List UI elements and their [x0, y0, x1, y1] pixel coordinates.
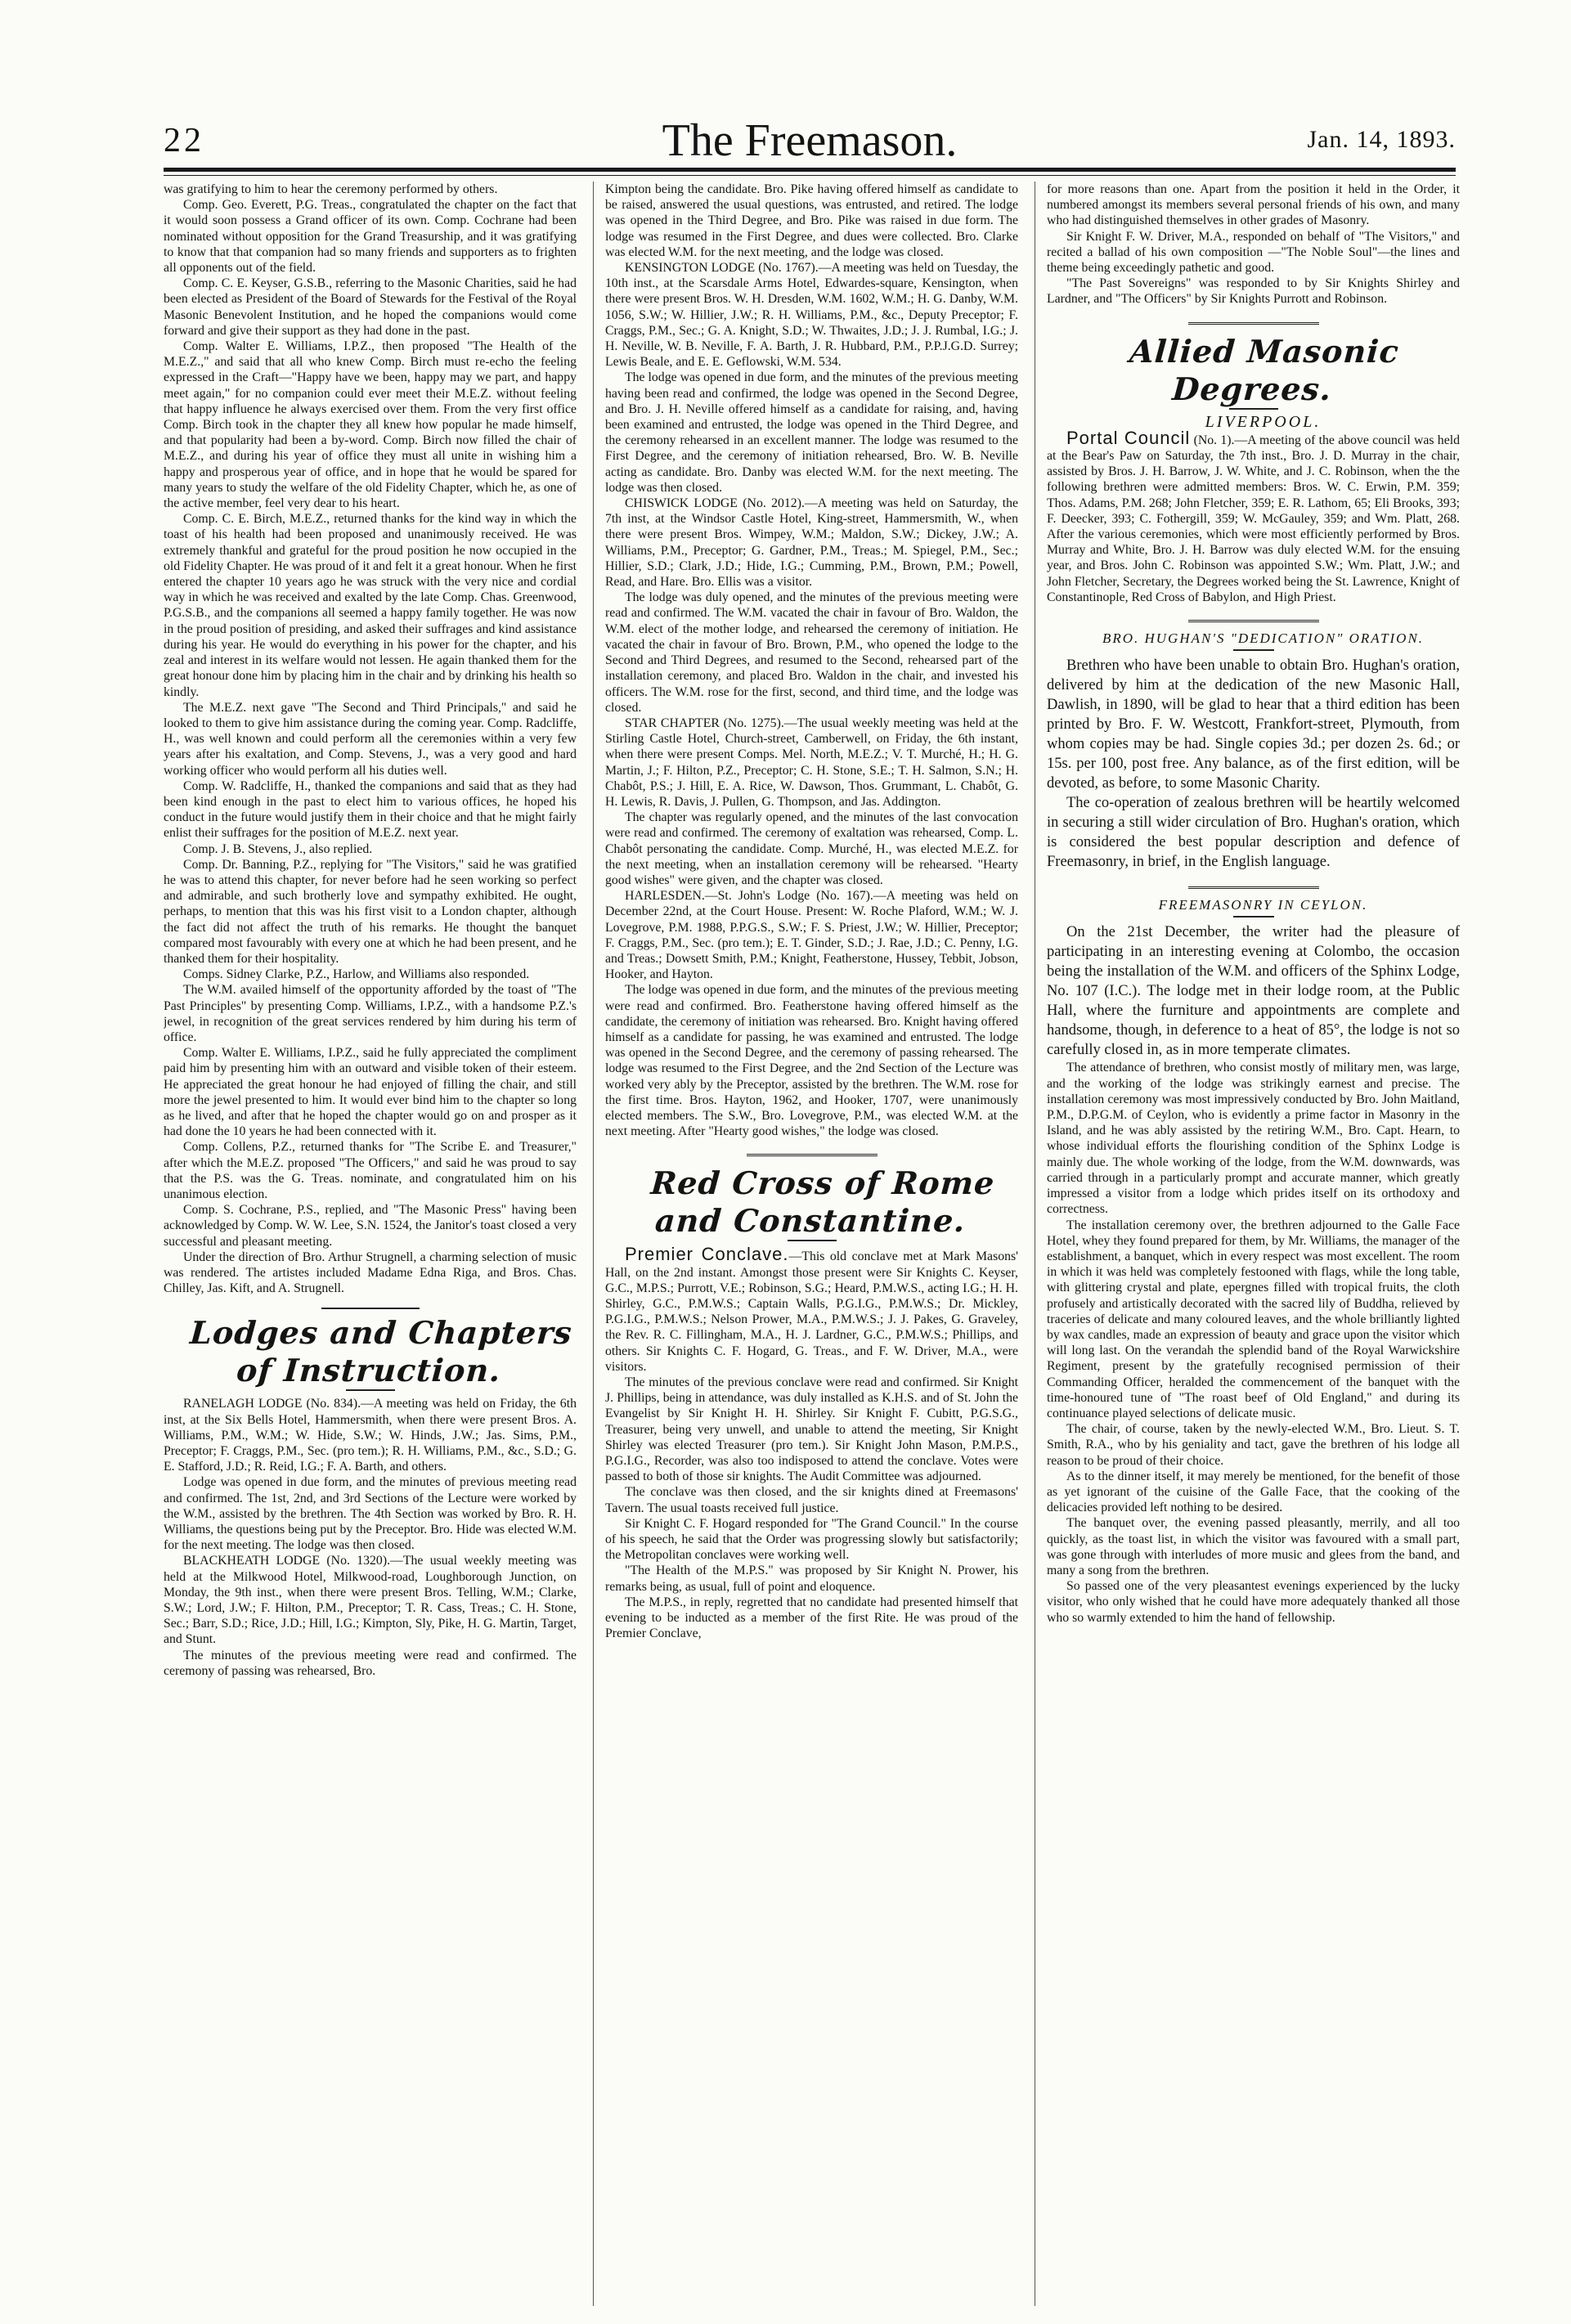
paragraph: The M.E.Z. next gave "The Second and Third Principals," and said he looked to them to give him assistance during the coming year. Comp. Radcliffe, H., was well known and could perform all the ceremonies within a very few years after his exaltation, and Comp. Stevens, J., was a very good and hard working officer who would perform all his duties well.: [164, 700, 577, 778]
paragraph: The conclave was then closed, and the sir knights dined at Freemasons' Tavern. The usual toasts received full justice.: [605, 1485, 1018, 1515]
section-rule: [1188, 620, 1319, 626]
paragraph: Comp. Walter E. Williams, I.P.Z., then proposed "The Health of the M.E.Z.," and said that all who knew Comp. Birch must re-echo the feeling expressed in the Craft—"Happy have we been, happy may we part, and happy meet again," for no companion could ever meet their M.E.Z. without feeling that happy influence he always exercised over them. From the very first office Comp. Birch took in the chapter they all knew how popular he made himself, and that popularity had been a by-word. Comp. Birch now filled the chair of M.E.Z., and during his year of office they must all unite in wishing him a happy and prosperous year of office, and in hope that he would be spared for many years to study the welfare of the old Fidelity Chapter, which he, as one of the active member, feel very dear to his heart.: [164, 339, 577, 511]
column-1: [164, 182, 577, 2306]
column-3: [1047, 182, 1460, 2306]
section-heading: Allied Masonic Degrees.: [1128, 332, 1401, 407]
paragraph: Comp. Dr. Banning, P.Z., replying for "The Visitors," said he was gratified he was to attend this chapter, for never before had he seen working so perfect and admirable, and such brotherly love and sympathy exhibited. He ought, perhaps, to mention that this was his first visit to a London chapter, although the fact did not affect the truth of his remarks. He thought the banquet compared most favourably with every one at which he had been present, and he thanked them for their hospitality.: [164, 857, 577, 966]
section-heading: Red Cross of Rome and Constantine.: [649, 1164, 996, 1240]
paragraph: Comp. S. Cochrane, P.S., replied, and "The Masonic Press" having been acknowledged by Comp. W. W. Lee, S.N. 1524, the Janitor's toast closed a very successful and pleasant meeting.: [164, 1203, 577, 1249]
paragraph: Comp. C. E. Keyser, G.S.B., referring to the Masonic Charities, said he had been elected as President of the Board of Stewards for the Festival of the Royal Masonic Benevolent Institution, and he hoped the companions would come forward and give their support as they had done in the past.: [164, 276, 577, 338]
paragraph: HARLESDEN.—St. John's Lodge (No. 167).—A meeting was held on December 22nd, at the Court House. Present: W. Roche Plaford, W.M.; W. J. Lovegrove, P.M. 1988, P.P.G.S., S.W.; F. S. Priest, J.W.; W. Hillier, Preceptor; F. Craggs, P.M., Sec. (pro tem.); E. T. Ginder, S.D.; J. Rae, J.D.; C. Penny, I.G. and Treas.; Dowsett Smith, P.M.; Knight, Featherstone, Hussey, Tebbit, Jobson, Hooker, and Hayton.: [605, 889, 1018, 982]
paragraph: So passed one of the very pleasantest evenings experienced by the lucky visitor, who only wished that he could have more adequately thanked all those who so warmly extended to him the hand of fellowship.: [1047, 1579, 1460, 1625]
paragraph: Lodge was opened in due form, and the minutes of previous meeting read and confirmed. The 1st, 2nd, and 3rd Sections of the Lecture were worked by the W.M., assisted by the brethren. The 4th Section was worked by Bro. R. H. Williams, the questions being put by the Preceptor. Bro. Hide was elected W.M. for the next meeting. The lodge was then closed.: [164, 1475, 577, 1553]
paragraph: Sir Knight C. F. Hogard responded for "The Grand Council." In the course of his speech, he said that the Order was progressing slowly but satisfactorily; the Metropolitan conclaves were working well.: [605, 1516, 1018, 1563]
section-rule: [346, 1389, 395, 1391]
subheading: FREEMASONRY IN CEYLON.: [1158, 897, 1368, 913]
paragraph: The installation ceremony over, the brethren adjourned to the Galle Face Hotel, whey they found prepared for them, by Mr. Williams, the manager of the establishment, a banquet, which in every respect was most excellent. The room in which it was held was completely festooned with flags, while the long table, with glittering crystal and plate, epergnes filled with tropical fruits, the cloth profusely and artistically decorated with the sacred lily of Buddha, relieved by traceries of delicate and many coloured leaves, and the whole brilliantly lighted by wax candles, made an expression of beauty and grace upon the visitor which will long last. On the verandah the splendid band of the Royal Warwickshire Regiment, present by the gratefully recognised permission of their Commanding Officer, heralded the commencement of the banquet with the time-honoured tune of "The roast beef of Old England," and during its continuance played selections of delicate music.: [1047, 1218, 1460, 1420]
paragraph: Under the direction of Bro. Arthur Strugnell, a charming selection of music was rendered. The artistes included Madame Edna Riga, and Bros. Chas. Chilley, Jas. Kift, and A. Strugnell.: [164, 1249, 577, 1296]
section-rule: [321, 1308, 420, 1309]
paragraph: Comps. Sidney Clarke, P.Z., Harlow, and Williams also responded.: [183, 967, 530, 982]
lead-in: Premier Conclave.: [625, 1244, 789, 1265]
paragraph: Brethren who have been unable to obtain Bro. Hughan's oration, delivered by him at the dedication of the new Masonic Hall, Dawlish, in 1890, will be glad to hear that a third edition has been printed by Bro. F. W. Westcott, Frankfort-street, Plymouth, from whom copies may be had. Single copies 3d.; per dozen 2s. 6d.; or 15s. per 100, post free. Any balance, as of the first edition, will be devoted, as before, to some Masonic Charity.: [1047, 657, 1460, 792]
paragraph: The chapter was regularly opened, and the minutes of the last convocation were read and confirmed. The ceremony of exaltation was rehearsed, Comp. L. Chabôt personating the candidate. Comp. Murché, H., was elected M.E.Z. for the next meeting, when an installation ceremony will be rehearsed. "Hearty good wishes" were given, and the chapter was closed.: [605, 810, 1018, 887]
paragraph: The lodge was duly opened, and the minutes of the previous meeting were read and confirmed. The W.M. vacated the chair in favour of Bro. Waldon, the W.M. elect of the mother lodge, and rehearsed the ceremony of initiation. He vacated the chair in favour of Bro. Brown, P.M., who opened the lodge to the Second and Third Degrees, and resumed to the Second, rehearsed part of the installation ceremony, and placed Bro. Waldon in the chair, and invested his officers. The W.M. rose for the first, second, and third time, and the lodge was closed.: [605, 590, 1018, 715]
paragraph: BLACKHEATH LODGE (No. 1320).—The usual weekly meeting was held at the Milkwood Hotel, Milkwood-road, Loughborough Junction, on Monday, the 9th inst., when there were present Bros. Telling, W.M.; Clarke, S.W.; Lord, J.W.; F. Hilton, P.M., Preceptor; T. R. Cass, Treas.; C. H. Stone, Sec.; Barr, S.D.; Rice, J.D.; Hill, I.G.; Kimpton, Sly, Pike, H. G. Martin, Target, and Stunt.: [164, 1554, 577, 1647]
paragraph: The banquet over, the evening passed pleasantly, merrily, and all too quickly, as the toast list, in which the visitor was favoured with a small part, was gone through with interludes of more music and glees from the band, and many a song from the brethren.: [1047, 1516, 1460, 1577]
lead-in: Portal Council: [1066, 427, 1191, 448]
paragraph: "The Past Sovereigns" was responded to by Sir Knights Shirley and Lardner, and "The Officers" by Sir Knights Purrott and Robinson.: [1047, 276, 1460, 307]
paragraph: Comp. J. B. Stevens, J., also replied.: [183, 841, 373, 856]
paragraph: The chair, of course, taken by the newly-elected W.M., Bro. Lieut. S. T. Smith, R.A., who by his geniality and tact, gave the brethren of his lodge all reason to be proud of their choice.: [1047, 1422, 1460, 1468]
paragraph: for more reasons than one. Apart from the position it held in the Order, it numbered amongst its members several personal friends of his own, and many who had distinguished themselves in other grades of Masonry.: [1047, 182, 1460, 228]
paragraph: KENSINGTON LODGE (No. 1767).—A meeting was held on Tuesday, the 10th inst., at the Scarsdale Arms Hotel, Edwardes-square, Kensington, when there were present Bros. W. H. Dresden, W.M. 1602, W.M.; H. G. Danby, W.M. 1056, S.W.; W. Hillier, J.W.; R. H. Williams, P.M., &c., Deputy Preceptor; F. Craggs, P.M., Sec.; G. A. Knight, S.D.; W. Thwaites, J.D.; J. J. Rumbal, I.G.; J. H. Neville, W. B. Neville, F. A. Barth, J. R. Hubbard, P.M., P.P.J.G.D. Surrey; Lewis Beale, and E. E. Geflowski, W.M. 534.: [605, 261, 1018, 370]
paragraph: The attendance of brethren, who consist mostly of military men, was large, and the working of the lodge was strikingly earnest and precise. The installation ceremony was most impressively conducted by Bro. John Maitland, P.M., D.P.G.M. of Ceylon, who is evidently a prime factor in Masonry in the Island, and he was ably assisted by the retiring W.M., Bro. Capt. Hearn, to whose individual efforts the flourishing condition of the Sphinx Lodge is mainly due. The whole working of the lodge, from the W.M. downwards, was carried through in a particularly prompt and accurate manner, which greatly impressed a visitor from a lodge which prides itself on its orthodoxy and correctness.: [1047, 1061, 1460, 1217]
newspaper-title: The Freemason.: [662, 115, 958, 166]
section-rule: [1188, 322, 1319, 328]
paragraph: RANELAGH LODGE (No. 834).—A meeting was held on Friday, the 6th inst, at the Six Bells Hotel, Hammersmith, when there were present Bros. A. Williams, P.M., W.M.; W. Hide, S.W.; W. Hinds, J.W.; Jas. Sims, P.M., Preceptor; F. Craggs, P.M., Sec. (pro tem.); R. H. Williams, P.M., &c., S.D.; G. E. Stafford, J.D.; R. Reid, I.G.; F. A. Barth, and others.: [164, 1397, 577, 1474]
paragraph: Comp. Collens, P.Z., returned thanks for "The Scribe E. and Treasurer," after which the M.E.Z. proposed "The Officers," and said he was proud to say that the P.S. was the G. Treas. nominate, and congratulated him on his unanimous election.: [164, 1140, 577, 1201]
paragraph: The minutes of the previous conclave were read and confirmed. Sir Knight J. Phillips, being in attendance, was duly installed as K.H.S. and of St. John the Evangelist by Sir Knight H. H. Shirley. Sir Knight F. Cubitt, P.G.S.G., Treasurer, being very unwell, and unable to attend the meeting, Sir Knight Shirley was elected Treasurer (pro tem.). Sir Knight John Mason, P.M.P.S., P.G.I.G., Recorder, was also too indisposed to attend the conclave. Votes were passed to both of those sir knights. The Audit Committee was adjourned.: [605, 1375, 1018, 1484]
paragraph: Comp. C. E. Birch, M.E.Z., returned thanks for the kind way in which the toast of his health had been proposed and unanimously received. He was extremely thankful and grateful for the proud position he now occupied in the old Fidelity Chapter. He was proud of it and felt it a great honour. When he first entered the chapter 10 years ago he was struck with the very nice and cordial way in which he was received and exalted by the late Comp. Chas. Greenwood, P.G.S.B., and the companions all seemed a happy family together. He was now in the proud position of presiding, and asked their suffrages and kind assistance during his year. He would do everything in his power for the chapter, and his zeal and interest in its welfare would not lessen. He again thanked them for the great honour done him by placing him in the chair and by drinking his health so kindly.: [164, 512, 577, 699]
section-rule: [1233, 916, 1274, 917]
paragraph: (No. 1).—A meeting of the above council was held at the Bear's Paw on Saturday, the 7th inst., Bro. J. D. Murray in the chair, assisted by Bros. J. H. Barrow, J. W. White, and J. C. Robinson, when the the following brethren were admitted members: Bros. W. C. Erwin, P.M. 359; Thos. Adams, P.M. 268; John Fletcher, 359; E. R. Lathom, 65; Eli Brooks, 393; F. Deecker, 393; C. Fothergill, 359; W. McGauley, 359; and Wm. Platt, 268. After the various ceremonies, which were most efficiently performed by Bros. Murray and White, Bro. J. H. Barrow was duly elected W.M. for the ensuing year, and Bros. John C. Robinson was appointed S.W.; Wm. Platt, J.W.; and John Fletcher, Secretary, the Degrees worked being the St. Lawrence, Knight of Constantinople, Red Cross of Babylon, and High Priest.: [1047, 433, 1460, 604]
section-rule: [747, 1154, 878, 1160]
paragraph: STAR CHAPTER (No. 1275).—The usual weekly meeting was held at the Stirling Castle Hotel, Church-street, Camberwell, on Friday, the 6th instant, when there were present Comps. Mel. North, M.E.Z.; V. T. Murché, H.; H. G. Martin, J.; F. Hilton, P.Z., Preceptor; C. H. Stone, S.E.; T. H. Salmon, S.N.; H. Chabôt, P.S.; J. Hill, E. A. Rice, W. Dawson, Thos. Grummant, L. Chabôt, G. H. Lewis, R. Davis, J. Pullen, G. Thompson, and Jas. Addington.: [605, 716, 1018, 809]
paragraph: The co-operation of zealous brethren will be heartily welcomed in securing a still wider circulation of Bro. Hughan's oration, which is considered the best popular description and defence of Freemasonry, in brief, in the English language.: [1047, 795, 1460, 871]
issue-date: Jan. 14, 1893.: [1307, 126, 1456, 153]
paragraph: Sir Knight F. W. Driver, M.A., responded on behalf of "The Visitors," and recited a ballad of his own composition —"The Noble Soul"—the lines and theme being exceedingly pathetic and good.: [1047, 229, 1460, 276]
section-rule: [1188, 886, 1319, 892]
subheading: LIVERPOOL.: [1205, 412, 1322, 431]
paragraph: The W.M. availed himself of the opportunity afforded by the toast of "The Past Principles" by presenting Comp. Williams, I.P.Z., with a handsome P.Z.'s jewel, in recognition of the great services rendered by him during his term of office.: [164, 983, 577, 1044]
paragraph: "The Health of the M.P.S." was proposed by Sir Knight N. Prower, his remarks being, as usual, full of point and eloquence.: [605, 1564, 1018, 1594]
paragraph: The lodge was opened in due form, and the minutes of the previous meeting having been read and confirmed, the lodge was opened in the Second Degree, and Bro. J. H. Neville offered himself as a candidate for raising, and, having been examined and entrusted, the lodge was opened in the Third Degree, and the ceremony rehearsed in an excellent manner. The lodge was resumed to the First Degree, and the ceremony of initiation rehearsed, Bro. W. B. Neville acting as candidate. Bro. Danby was elected W.M. for the next meeting. The lodge was then closed.: [605, 370, 1018, 495]
paragraph: The M.P.S., in reply, regretted that no candidate had presented himself that evening to be inducted as a member of the first Rite. He was proud of the Premier Conclave,: [605, 1595, 1018, 1641]
paragraph: CHISWICK LODGE (No. 2012).—A meeting was held on Saturday, the 7th inst, at the Windsor Castle Hotel, King-street, Hammersmith, W., when there were present Bros. Wimpey, W.M.; Maldon, S.W.; Dickey, J.W.; A. Williams, P.M., Preceptor; G. Gardner, P.M., Treas.; M. Spiegel, P.M., Sec.; Hillier, S.D.; Clark, J.D.; Hide, I.G.; Cumming, P.M., Brown, P.M.; Powell, Read, and Hare. Bro. Ellis was a visitor.: [605, 496, 1018, 590]
subheading: BRO. HUGHAN'S "DEDICATION" ORATION.: [1102, 630, 1425, 647]
paragraph: Comp. Walter E. Williams, I.P.Z., said he fully appreciated the compliment paid him by presenting him with an outward and visible token of their esteem. He appreciated the great honour he had enjoyed of filling the chair, and still more the jewel presented to him. It would ever bind him to the chapter so long as he lived, and after that he hoped the chapter would go on and prosper as it had done the 10 years he had been connected with it.: [164, 1046, 577, 1139]
paragraph: was gratifying to him to hear the ceremony performed by others.: [164, 182, 498, 196]
paragraph: The minutes of the previous meeting were read and confirmed. The ceremony of passing was rehearsed, Bro.: [164, 1648, 577, 1678]
column-divider: [593, 182, 594, 2306]
page-number: 22: [164, 122, 204, 159]
masthead-rule-thin: [164, 175, 1456, 176]
paragraph: Comp. Geo. Everett, P.G. Treas., congratulated the chapter on the fact that it would soon possess a Grand officer of its own. Comp. Cochrane had been nominated without opposition for the Grand Treasurship, and it was gratifying to know that that companion had so many friends and supporters as to frighten all opponents out of the field.: [164, 198, 577, 276]
paragraph: —This old conclave met at Mark Masons' Hall, on the 2nd instant. Amongst those present were Sir Knights C. Keyser, G.C., M.P.S.; Purrott, V.E.; Robinson, S.G.; Heard, P.M.W.S., acting I.G.; H. H. Shirley, G.C., P.M.W.S.; Captain Walls, P.G.I.G., P.M.W.S.; Dr. Mickley, P.G.I.G., P.M.W.S.; Nelson Prower, M.A., P.M.W.S.; J. J. Pakes, G. Graveley, the Rev. R. C. Fillingham, M.A., H. J. Lardner, G.C., P.M.W.S.; Phillips, and others. Sir Knights C. F. Hogard, G. Treas., and F. W. Driver, M.A., were visitors.: [605, 1249, 1018, 1374]
paragraph: The lodge was opened in due form, and the minutes of the previous meeting were read and confirmed. Bro. Featherstone having offered himself as the candidate, the ceremony of initiation was rehearsed. Bro. Knight having offered himself as a candidate for passing, he was examined and entrusted. The lodge was opened in the Second Degree, and the ceremony of passing rehearsed. The lodge was resumed to the First Degree, and the 2nd Section of the Lecture was worked very ably by the Preceptor, assisted by the brethren. The W.M. rose for the first time. Bros. Hayton, 1962, and Hooker, 1707, were unanimously elected members. The S.W., Bro. Lovegrove, P.M., was elected W.M. at the next meeting. After "Hearty good wishes," the lodge was closed.: [605, 983, 1018, 1139]
section-rule: [1233, 649, 1274, 651]
paragraph: Comp. W. Radcliffe, H., thanked the companions and said that as they had been kind enough in the past to elect him to various offices, he hoped his conduct in the future would justify them in their choice and that he might fairly enlist their suffrages for the position of M.E.Z. next year.: [164, 778, 577, 841]
masthead-rule: [164, 168, 1456, 172]
masthead: [164, 114, 1456, 164]
paragraph: On the 21st December, the writer had the pleasure of participating in an interesting evening at Colombo, the occasion being the installation of the W.M. and officers of the Sphinx Lodge, No. 107 (I.C.). The lodge met in their lodge room, at the Public Hall, where the furniture and appointments are complete and handsome, though, in deference to a heat of 85°, the lodge is not so carefully closed in, as in more temperate climates.: [1047, 924, 1460, 1059]
paragraph: As to the dinner itself, it may merely be mentioned, for the benefit of those as yet ignorant of the cuisine of the Galle Face, that the cooking of the delicacies provided left nothing to be desired.: [1047, 1469, 1460, 1515]
column-2: [605, 182, 1018, 2306]
section-heading: Lodges and Chapters of Instruction.: [188, 1314, 574, 1389]
paragraph: Kimpton being the candidate. Bro. Pike having offered himself as candidate to be raised, answered the usual questions, was entrusted, and retired. The lodge was opened in the Third Degree, and Bro. Pike was raised in due form. The lodge was resumed in the First Degree, and dues were collected. Bro. Clarke was elected W.M. for the next meeting, and the lodge was closed.: [605, 182, 1018, 259]
section-rule: [788, 1240, 837, 1241]
